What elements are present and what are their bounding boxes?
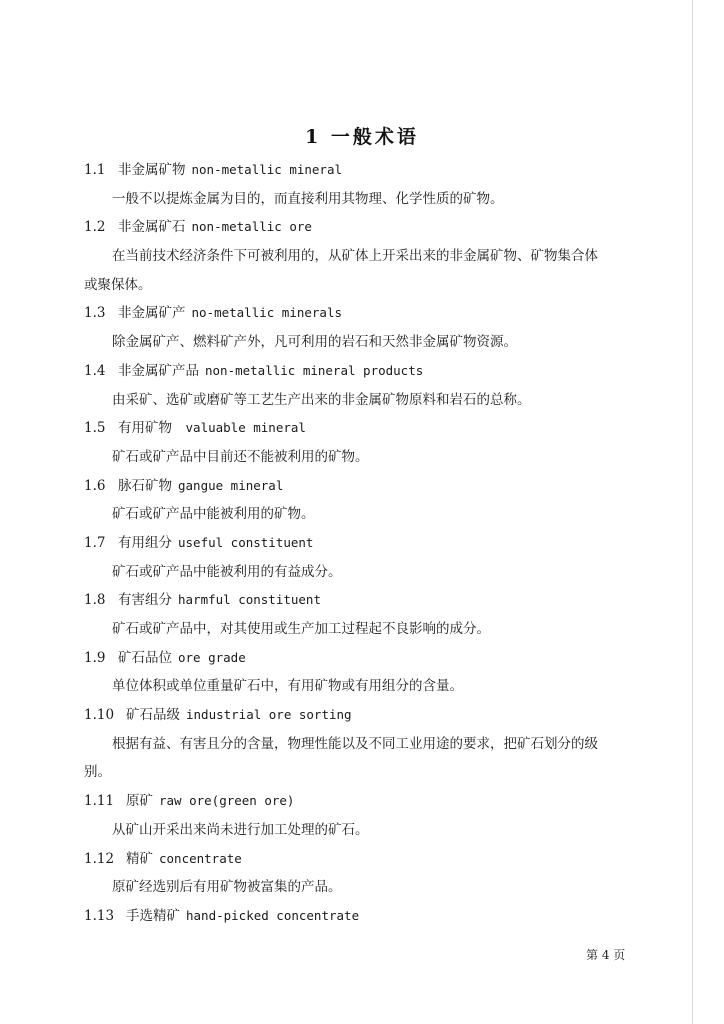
term-heading (84, 472, 644, 501)
term-definition-continued: 别。 (84, 764, 111, 781)
page-edge-divider (692, 0, 693, 1024)
term-definition-continued: 或聚保体。 (84, 276, 152, 293)
term-zh: 矿石品级 (126, 707, 180, 724)
term-zh: 非金属矿产 (118, 305, 186, 322)
terms-list (84, 156, 644, 931)
term-heading (84, 787, 644, 816)
term-zh: 有用矿物 (118, 420, 172, 437)
term-definition: 在当前技术经济条件下可被利用的，从矿体上开采出来的非金属矿物、矿物集合体 (112, 248, 598, 265)
term-heading (84, 213, 644, 242)
term-zh: 非金属矿产品 (118, 362, 199, 379)
term-en: useful constituent (178, 534, 314, 550)
term-number: 1.5 (84, 420, 106, 437)
term-heading (84, 701, 644, 730)
term-number: 1.6 (84, 477, 106, 494)
term-definition: 矿石或矿产品中目前还不能被利用的矿物。 (112, 448, 369, 465)
chapter-title: 1 一般术语 (305, 126, 419, 148)
term-en: no-metallic minerals (191, 305, 343, 321)
term-definition: 从矿山开采出来尚未进行加工处理的矿石。 (112, 821, 369, 838)
term-zh: 有害组分 (118, 592, 172, 609)
term-number: 1.9 (84, 649, 106, 666)
page-number: 第 4 页 (586, 948, 626, 962)
term-zh: 矿石品位 (118, 649, 172, 666)
term-number: 1.11 (84, 793, 115, 810)
term-en: raw ore(green ore) (159, 793, 295, 809)
term-definition: 一般不以提炼金属为目的，而直接利用其物理、化学性质的矿物。 (112, 190, 504, 207)
term-definition: 矿石或矿产品中能被利用的矿物。 (112, 506, 315, 523)
term-definition: 单位体积或单位重量矿石中，有用矿物或有用组分的含量。 (112, 678, 463, 695)
term-heading (84, 586, 644, 615)
term-heading (84, 414, 644, 443)
term-number: 1.8 (84, 592, 106, 609)
term-heading (84, 357, 644, 386)
term-en: industrial ore sorting (186, 707, 352, 723)
term-number: 1.12 (84, 850, 115, 867)
term-zh: 非金属矿物 (118, 162, 186, 178)
term-definition: 除金属矿产、燃料矿产外，凡可利用的岩石和天然非金属矿物资源。 (112, 334, 517, 351)
term-number: 1.7 (84, 534, 106, 551)
term-number: 1.13 (84, 907, 115, 924)
term-number: 1.1 (84, 162, 106, 178)
term-en: non-metallic ore (191, 219, 312, 235)
term-en: valuable mineral (178, 420, 306, 436)
term-heading (84, 529, 644, 558)
term-heading (84, 156, 644, 185)
term-zh: 精矿 (126, 850, 153, 867)
term-definition: 矿石或矿产品中，对其使用或生产加工过程起不良影响的成分。 (112, 621, 490, 637)
term-en: non-metallic mineral (191, 162, 343, 177)
term-zh: 手选精矿 (126, 907, 180, 924)
term-heading (84, 845, 644, 874)
term-heading (84, 644, 644, 673)
term-en: harmful constituent (178, 592, 321, 608)
term-number: 1.2 (84, 219, 106, 236)
term-en: concentrate (159, 850, 242, 866)
term-definition: 由采矿、选矿或磨矿等工艺生产出来的非金属矿物原料和岩石的总称。 (112, 391, 531, 408)
term-zh: 非金属矿石 (118, 219, 186, 236)
term-number: 1.4 (84, 362, 106, 379)
term-en: non-metallic mineral products (205, 362, 424, 378)
term-definition: 根据有益、有害且分的含量，物理性能以及不同工业用途的要求，把矿石划分的级 (112, 735, 598, 752)
term-number: 1.10 (84, 707, 115, 724)
term-heading (84, 902, 644, 931)
term-definition: 原矿经选别后有用矿物被富集的产品。 (112, 879, 342, 896)
term-zh: 有用组分 (118, 534, 172, 551)
term-en: gangue mineral (178, 477, 284, 493)
term-en: ore grade (178, 649, 246, 665)
term-en: hand-picked concentrate (186, 907, 360, 923)
term-definition: 矿石或矿产品中能被利用的有益成分。 (112, 563, 342, 580)
term-number: 1.3 (84, 305, 106, 322)
term-zh: 原矿 (126, 793, 153, 810)
term-heading (84, 299, 644, 328)
term-zh: 脉石矿物 (118, 477, 172, 494)
